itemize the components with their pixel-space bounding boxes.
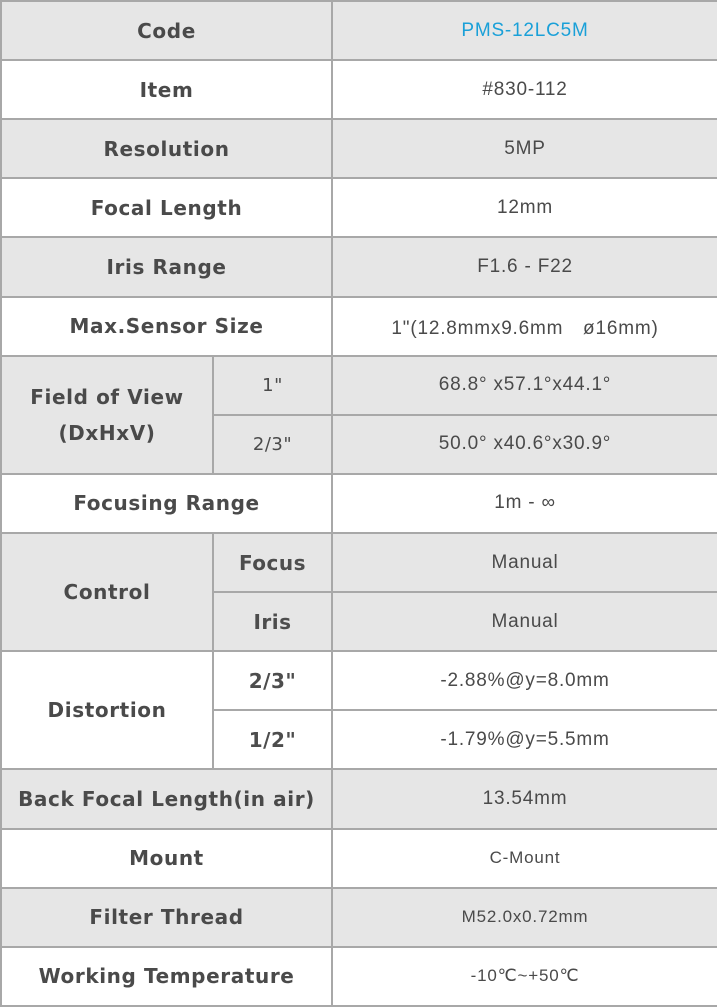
row-working-temperature: [1, 947, 717, 1006]
row-code: [1, 1, 717, 60]
fov-label: [1, 356, 213, 474]
fov-label-line2: (DxHxV): [58, 420, 156, 445]
back-focal-label: Back Focal Length(in air): [1, 769, 332, 828]
row-item: [1, 60, 717, 119]
mount-value: C-Mount: [332, 829, 717, 888]
row-control-focus: [1, 533, 717, 592]
filter-thread-label: Filter Thread: [1, 888, 332, 947]
code-value: PMS-12LC5M: [332, 1, 717, 60]
working-temp-value: -10℃~+50℃: [332, 947, 717, 1006]
row-focal-length: [1, 178, 717, 237]
row-mount: [1, 829, 717, 888]
row-back-focal-length: [1, 769, 717, 828]
item-value: #830-112: [332, 60, 717, 119]
fov-value-2: 50.0° x40.6°x30.9°: [332, 415, 717, 474]
max-sensor-value: 1"(12.8mmx9.6mm ø16mm): [332, 297, 717, 356]
fov-sub-label-1: 1": [213, 356, 332, 415]
resolution-value: 5MP: [332, 119, 717, 178]
max-sensor-label: Max.Sensor Size: [1, 297, 332, 356]
focal-length-value: 12mm: [332, 178, 717, 237]
row-focusing-range: [1, 474, 717, 533]
resolution-label: Resolution: [1, 119, 332, 178]
row-max-sensor-size: [1, 297, 717, 356]
iris-range-value: F1.6 - F22: [332, 237, 717, 296]
control-sub-label-focus: Focus: [213, 533, 332, 592]
control-value-iris: Manual: [332, 592, 717, 651]
row-fov-1: [1, 356, 717, 415]
focal-length-label: Focal Length: [1, 178, 332, 237]
fov-value-1: 68.8° x57.1°x44.1°: [332, 356, 717, 415]
distortion-sub-label-2: 1/2": [213, 710, 332, 769]
row-iris-range: [1, 237, 717, 296]
row-resolution: [1, 119, 717, 178]
filter-thread-value: M52.0x0.72mm: [332, 888, 717, 947]
item-label: Item: [1, 60, 332, 119]
fov-sub-label-2: 2/3": [213, 415, 332, 474]
control-label: Control: [1, 533, 213, 651]
distortion-label: Distortion: [1, 651, 213, 769]
distortion-sub-label-1: 2/3": [213, 651, 332, 710]
mount-label: Mount: [1, 829, 332, 888]
working-temp-label: Working Temperature: [1, 947, 332, 1006]
focusing-range-label: Focusing Range: [1, 474, 332, 533]
row-distortion-1: [1, 651, 717, 710]
distortion-value-1: -2.88%@y=8.0mm: [332, 651, 717, 710]
code-label: Code: [1, 1, 332, 60]
back-focal-value: 13.54mm: [332, 769, 717, 828]
control-value-focus: Manual: [332, 533, 717, 592]
fov-label-line1: Field of View: [30, 384, 184, 409]
control-sub-label-iris: Iris: [213, 592, 332, 651]
row-filter-thread: [1, 888, 717, 947]
distortion-value-2: -1.79%@y=5.5mm: [332, 710, 717, 769]
iris-range-label: Iris Range: [1, 237, 332, 296]
focusing-range-value: 1m - ∞: [332, 474, 717, 533]
